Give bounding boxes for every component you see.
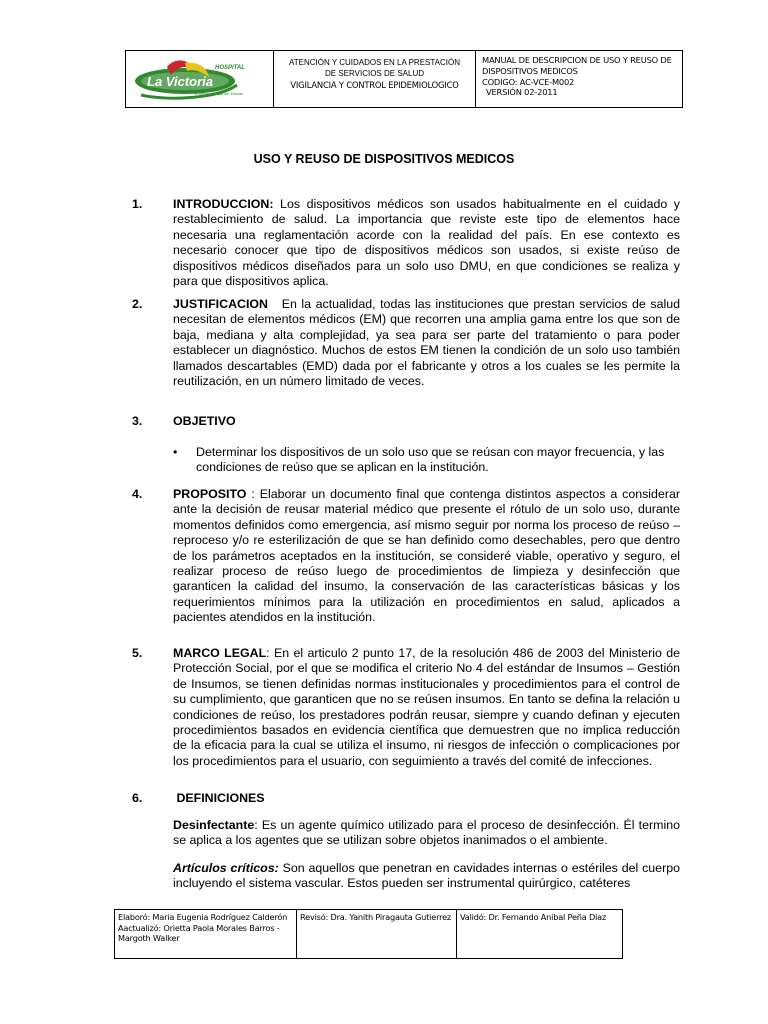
- section-number: 3.: [132, 414, 143, 428]
- section-heading: PROPOSITO: [173, 487, 247, 501]
- footer-reviso: Revisó: Dra. Yanith Piragauta Gutierrez: [300, 912, 452, 922]
- header-right-line1: MANUAL DE DESCRIPCION DE USO Y REUSO DE: [482, 55, 672, 65]
- section-number: 2.: [132, 297, 143, 311]
- definition-text: Son aquellos que penetran en cavidades internas o estériles del cuerpo incluyendo el sistema vascular. Estos pueden ser instrumental quirúrgico, catéteres: [173, 861, 680, 891]
- footer-actualizo: Aactualizó: Orietta Paola Morales Barros - Margoth Walker: [118, 922, 280, 944]
- header-mid-line3: VIGILANCIA Y CONTROL EPIDEMIOLOGICO: [290, 80, 459, 90]
- footer-table: [114, 909, 623, 959]
- section-number: 1.: [132, 197, 143, 211]
- header-mid-line2: DE SERVICIOS DE SALUD: [325, 69, 424, 78]
- definition-text: : Es un agente químico utilizado para el proceso de desinfección. Él termino se aplica a los agentes que se utilizan sobre objetos inanimados o el ambiente.: [173, 818, 680, 848]
- definition-term: Desinfectante: [173, 818, 255, 832]
- header-center-cell: [274, 51, 476, 107]
- logo-sub: Empresa Social del Estado: [195, 91, 244, 96]
- bullet-icon: •: [173, 445, 178, 459]
- hospital-logo-icon: [127, 55, 271, 105]
- footer-reviso-cell: [297, 910, 457, 958]
- bullet-text: Determinar los dispositivos de un solo uso que se reúsan con mayor frecuencia, y las condiciones de reúso que se aplican en la institución.: [196, 445, 665, 475]
- section-number: 5.: [132, 646, 143, 660]
- footer-elaboro: Elaboró: Maria Eugenia Rodríguez Calderón: [118, 912, 288, 922]
- header-right-line3: CODIGO: AC-VCE-M002: [482, 76, 575, 87]
- section-text: Los dispositivos médicos son usados habitualmente en el cuidado y restablecimiento de salud. La importancia que reviste este tipo de elementos hace necesaria una reglamentación acorde con la realidad del país. En ese contexto es necesario conocer que tipo de dispositivos médicos son usados, si existe reúso de dispositivos médicos diseñados para un solo uso DMU, en que condiciones se realiza y para que dispositivos aplica.: [173, 197, 680, 289]
- section-heading: MARCO LEGAL: [173, 646, 267, 660]
- section-heading: JUSTIFICACION: [173, 297, 268, 311]
- logo-tag: HOSPITAL: [215, 65, 245, 71]
- footer-valido-cell: [457, 910, 622, 958]
- section-definiciones: [132, 791, 680, 806]
- definition-term: Artículos críticos:: [173, 861, 279, 875]
- header-table: [125, 50, 683, 108]
- section-text: En la actualidad, todas las instituciones que prestan servicios de salud necesitan de elementos médicos (EM) que recorren una amplia gama entre los que son de baja, mediana y alta complejidad, ya sea para ser parte del tratamiento o para poder establecer un diagnóstico. Muchos de estos EM tienen la condición de un solo uso también llamados descartables (EMD) dada por el fabricante y otros a los cuales se les permite la reutilización, en un número limitado de veces.: [173, 297, 684, 389]
- section-heading: OBJETIVO: [173, 414, 236, 428]
- objetivo-bullet-item: [173, 445, 679, 476]
- footer-valido: Validó: Dr. Fernando Anibal Peña Diaz: [460, 912, 607, 922]
- hospital-logo: [126, 51, 274, 107]
- section-text: : En el articulo 2 punto 17, de la resolución 486 de 2003 del Ministerio de Protección Social, por el que se modifica el criterio No 4 del estándar de Insumos – Gestión de Insumos, se tienen definidas normas institucionales y procedimientos para el control de su cumplimiento, que garanticen que no se reúsen insumos. En tanto se defina la relación u condiciones de reúso, los prestadores podrán reusar, siempre y cuando definan y ejecuten procedimientos basados en evidencia científica que demuestren que no implica reducción de la eficacia para la cual se utiliza el insumo, ni riesgos de infección o complicaciones por los procedimientos para el usuario, con seguimiento a través del comité de infecciones.: [173, 646, 680, 768]
- section-justificacion: [132, 297, 684, 389]
- section-marco-legal: [132, 646, 680, 769]
- section-heading: INTRODUCCION:: [173, 197, 274, 211]
- document-title: USO Y REUSO DE DISPOSITIVOS MEDICOS: [253, 152, 515, 166]
- section-text: : Elaborar un documento final que contenga distintos aspectos a considerar ante la decisión de reusar material médico que presente el rótulo de un solo uso, durante momentos definidos como emergencia, así mismo seguir por norma los proceso de reúso – reproceso y/o re esterilización de que se han definido como desechables, pero que dentro de los parámetros aceptados en la institución, se consideré viable, operativo y seguro, el realizar proceso de reúso luego de procedimientos de limpieza y desinfección que garanticen la calidad del insumo, la conservación de las características básicas y los requerimientos mínimos para la utilización en procedimientos en salud, aplicados a pacientes atendidos en la institución.: [173, 487, 680, 625]
- footer-elaboro-cell: [115, 910, 297, 958]
- section-heading: DEFINICIONES: [173, 791, 265, 805]
- logo-text: La Victoria: [147, 74, 213, 89]
- section-number: 4.: [132, 487, 143, 501]
- header-right-line4: VERSIÓN 02-2011: [486, 87, 558, 98]
- section-objetivo: [132, 414, 680, 429]
- section-number: 6.: [132, 791, 143, 805]
- header-right-line2: DISPOSITIVOS MEDICOS: [482, 65, 578, 76]
- section-proposito: [132, 487, 680, 626]
- header-mid-line1: ATENCIÓN Y CUIDADOS EN LA PRESTACIÓN: [289, 58, 460, 67]
- definition-desinfectante: [173, 818, 680, 849]
- header-right-cell: [476, 51, 682, 107]
- definition-articulos-criticos: [173, 861, 680, 892]
- section-introduccion: [132, 197, 680, 289]
